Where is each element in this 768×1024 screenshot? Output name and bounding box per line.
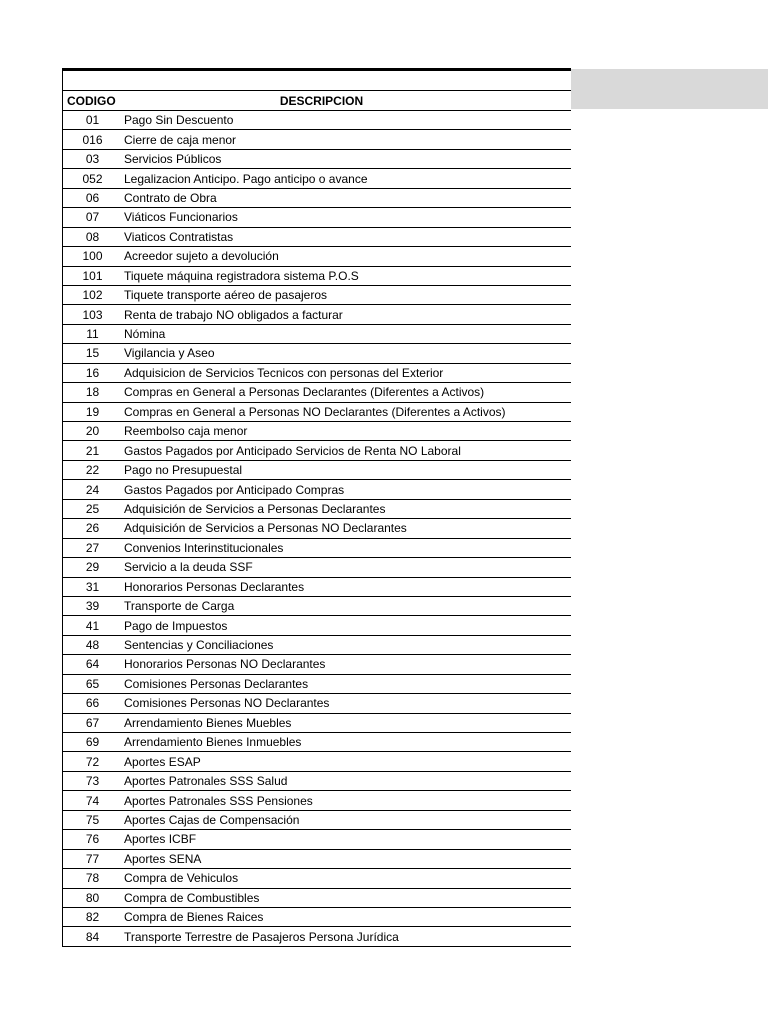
row-code-cell: 29 [85, 560, 100, 575]
row-code-cell: 84 [85, 929, 100, 944]
row-code-cell: 31 [85, 579, 100, 594]
row-code-cell: 15 [85, 346, 100, 361]
table-row [62, 364, 571, 383]
row-description-cell: Pago no Presupuestal [124, 463, 243, 478]
row-description-cell: Gastos Pagados por Anticipado Servicios de Renta NO Laboral [124, 443, 461, 458]
row-code-cell: 26 [85, 521, 100, 536]
row-description-cell: Acreedor sujeto a devolución [124, 249, 279, 264]
table-row [62, 675, 571, 694]
table-row [62, 208, 571, 227]
table-row [62, 500, 571, 519]
row-description-cell: Comisiones Personas Declarantes [124, 676, 309, 691]
row-code-cell: 27 [85, 540, 100, 555]
row-description-cell: Aportes ESAP [124, 754, 201, 769]
table-row [62, 519, 571, 538]
table-row [62, 714, 571, 733]
row-description-cell: Viáticos Funcionarios [124, 210, 238, 225]
table-row [62, 772, 571, 791]
row-code-cell: 06 [85, 190, 100, 205]
row-description-cell: Aportes Patronales SSS Salud [124, 774, 288, 789]
row-code-cell: 65 [85, 676, 100, 691]
row-description-cell: Aportes SENA [124, 851, 202, 866]
row-code-cell: 77 [85, 851, 100, 866]
shaded-header-band [571, 69, 768, 109]
table-row [62, 811, 571, 830]
row-code-cell: 69 [85, 735, 100, 750]
table-row [62, 150, 571, 169]
row-description-cell: Tiquete máquina registradora sistema P.O.S [124, 268, 359, 283]
row-code-cell: 01 [85, 113, 100, 128]
table-row [62, 422, 571, 441]
row-code-cell: 16 [85, 365, 100, 380]
row-description-cell: Transporte Terrestre de Pasajeros Persona Jurídica [124, 929, 399, 944]
table-row [62, 267, 571, 286]
row-description-cell: Sentencias y Conciliaciones [124, 638, 274, 653]
column-header-description: DESCRIPCION [279, 93, 364, 108]
row-code-cell: 19 [85, 404, 100, 419]
row-code-cell: 08 [85, 229, 100, 244]
row-code-cell: 48 [85, 638, 100, 653]
table-row [62, 889, 571, 908]
table-row [62, 383, 571, 402]
row-description-cell: Compra de Combustibles [124, 890, 260, 905]
row-code-cell: 103 [82, 307, 103, 322]
table-row [62, 655, 571, 674]
row-description-cell: Servicio a la deuda SSF [124, 560, 253, 575]
table-row [62, 869, 571, 888]
table-row [62, 927, 571, 946]
row-description-cell: Compra de Vehiculos [124, 871, 239, 886]
table-row [62, 636, 571, 655]
table-row [62, 752, 571, 771]
row-description-cell: Cierre de caja menor [124, 132, 237, 147]
row-description-cell: Contrato de Obra [124, 190, 217, 205]
table-row [62, 286, 571, 305]
table-row [62, 597, 571, 616]
table-row [62, 325, 571, 344]
row-description-cell: Tiquete transporte aéreo de pasajeros [124, 288, 328, 303]
row-description-cell: Aportes Patronales SSS Pensiones [124, 793, 313, 808]
table-row [62, 441, 571, 460]
code-table [62, 68, 571, 947]
row-description-cell: Renta de trabajo NO obligados a facturar [124, 307, 343, 322]
row-code-cell: 101 [82, 268, 103, 283]
row-code-cell: 72 [85, 754, 100, 769]
row-description-cell: Vigilancia y Aseo [124, 346, 215, 361]
row-code-cell: 016 [82, 132, 103, 147]
table-row [62, 305, 571, 324]
row-code-cell: 66 [85, 696, 100, 711]
row-description-cell: Pago de Impuestos [124, 618, 228, 633]
table-header-row [62, 91, 571, 111]
row-code-cell: 75 [85, 812, 100, 827]
table-row [62, 130, 571, 149]
row-code-cell: 67 [85, 715, 100, 730]
row-description-cell: Nómina [124, 327, 166, 342]
row-description-cell: Honorarios Personas Declarantes [124, 579, 305, 594]
row-code-cell: 80 [85, 890, 100, 905]
table-row [62, 733, 571, 752]
table-row [62, 558, 571, 577]
row-code-cell: 74 [85, 793, 100, 808]
row-description-cell: Aportes Cajas de Compensación [124, 812, 300, 827]
row-description-cell: Servicios Públicos [124, 152, 222, 167]
row-code-cell: 39 [85, 599, 100, 614]
row-description-cell: Compra de Bienes Raices [124, 910, 264, 925]
table-row [62, 908, 571, 927]
table-row [62, 403, 571, 422]
row-code-cell: 20 [85, 424, 100, 439]
table-row [62, 850, 571, 869]
row-code-cell: 18 [85, 385, 100, 400]
row-code-cell: 07 [85, 210, 100, 225]
row-code-cell: 11 [86, 327, 99, 342]
table-row [62, 111, 571, 130]
table-row [62, 480, 571, 499]
row-code-cell: 78 [85, 871, 100, 886]
row-description-cell: Arrendamiento Bienes Inmuebles [124, 735, 302, 750]
row-description-cell: Legalizacion Anticipo. Pago anticipo o avance [124, 171, 368, 186]
row-description-cell: Honorarios Personas NO Declarantes [124, 657, 326, 672]
table-row [62, 344, 571, 363]
row-description-cell: Pago Sin Descuento [124, 113, 234, 128]
row-description-cell: Arrendamiento Bienes Muebles [124, 715, 292, 730]
table-row [62, 830, 571, 849]
row-code-cell: 73 [85, 774, 100, 789]
table-body [62, 111, 571, 947]
table-row [62, 169, 571, 188]
row-description-cell: Comisiones Personas NO Declarantes [124, 696, 330, 711]
row-code-cell: 100 [82, 249, 103, 264]
row-code-cell: 102 [82, 288, 103, 303]
row-code-cell: 24 [85, 482, 100, 497]
row-code-cell: 22 [85, 463, 100, 478]
row-description-cell: Compras en General a Personas NO Declarantes (Diferentes a Activos) [124, 404, 506, 419]
table-row [62, 461, 571, 480]
table-row [62, 578, 571, 597]
table-row [62, 189, 571, 208]
table-row [62, 694, 571, 713]
row-description-cell: Transporte de Carga [124, 599, 235, 614]
row-description-cell: Gastos Pagados por Anticipado Compras [124, 482, 345, 497]
row-description-cell: Reembolso caja menor [124, 424, 248, 439]
row-description-cell: Adquisición de Servicios a Personas Declarantes [124, 501, 386, 516]
row-code-cell: 41 [85, 618, 100, 633]
table-row [62, 228, 571, 247]
table-row [62, 791, 571, 810]
row-code-cell: 64 [85, 657, 100, 672]
row-description-cell: Aportes ICBF [124, 832, 197, 847]
row-description-cell: Viaticos Contratistas [124, 229, 234, 244]
row-code-cell: 25 [85, 501, 100, 516]
row-description-cell: Adquisición de Servicios a Personas NO Declarantes [124, 521, 407, 536]
row-code-cell: 03 [85, 152, 100, 167]
row-code-cell: 76 [85, 832, 100, 847]
row-description-cell: Adquisicion de Servicios Tecnicos con personas del Exterior [124, 365, 444, 380]
row-code-cell: 052 [82, 171, 103, 186]
row-description-cell: Compras en General a Personas Declarantes (Diferentes a Activos) [124, 385, 485, 400]
row-code-cell: 82 [85, 910, 100, 925]
table-row [62, 616, 571, 635]
row-code-cell: 21 [85, 443, 100, 458]
table-row [62, 539, 571, 558]
table-top-blank-row [62, 71, 571, 91]
column-header-code: CODIGO [67, 93, 116, 108]
row-description-cell: Convenios Interinstitucionales [124, 540, 284, 555]
table-row [62, 247, 571, 266]
